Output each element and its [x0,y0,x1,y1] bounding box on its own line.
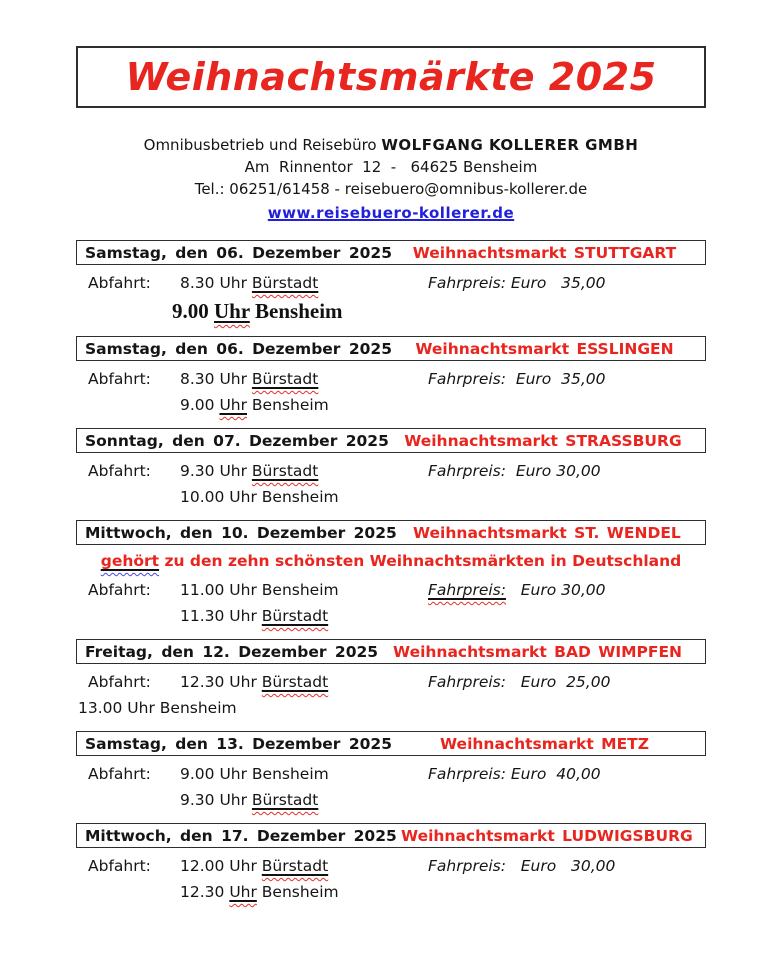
event-market-name: Weihnachtsmarkt METZ [440,734,649,753]
fare-price: Fahrpreis: Euro 25,00 [428,673,611,691]
fare-price: Fahrpreis: Euro 30,00 [428,857,616,875]
event-block [76,823,706,903]
event-date: Samstag, den 06. Dezember 2025 [85,339,392,358]
departure-row: 9.00 Uhr Bensheim [180,396,329,414]
event-block [76,428,706,508]
event-date: Mittwoch, den 10. Dezember 2025 [85,523,397,542]
event-header [76,428,706,453]
events-list [76,240,706,903]
event-note: gehört zu den zehn schönsten Weihnachtsmärkten in Deutschland [100,552,682,570]
event-date: Freitag, den 12. Dezember 2025 [85,642,379,661]
document-page [76,0,706,903]
event-block [76,731,706,811]
departure-row [76,789,706,811]
departure-time: 8.30 Uhr [180,370,252,388]
departure-row [76,605,706,627]
departure-row: 12.30 Uhr Bensheim [180,883,339,901]
departure-row [76,460,706,482]
departure-row [76,272,706,294]
departure-place: Bürstadt [251,462,319,480]
abfahrt-label: Abfahrt: [88,857,151,875]
event-block [76,240,706,324]
departure-place: Bürstadt [261,607,329,625]
departure-row [76,579,706,601]
event-block [76,336,706,416]
event-header [76,731,706,756]
event-header [76,520,706,545]
event-market-name: Weihnachtsmarkt LUDWIGSBURG [401,826,693,845]
contact-line: Tel.: 06251/61458 - reisebuero@omnibus-kollerer.de [194,180,588,198]
departure-time: 10.00 Uhr Bensheim [180,488,339,506]
company-name-line: Omnibusbetrieb und Reisebüro WOLFGANG KOLLERER GMBH [143,136,639,154]
event-market-name: Weihnachtsmarkt ESSLINGEN [415,339,674,358]
departure-time: 12.30 [180,883,230,901]
event-header [76,639,706,664]
departure-place: Bürstadt [261,673,329,691]
abfahrt-label: Abfahrt: [88,765,151,783]
departure-time: 11.30 Uhr [180,607,262,625]
company-info [76,134,706,224]
website-row [76,202,706,224]
event-market-name: Weihnachtsmarkt STRASSBURG [404,431,682,450]
fare-price: Fahrpreis: Euro 40,00 [428,765,601,783]
departure-row [76,855,706,877]
abfahrt-label: Abfahrt: [88,462,151,480]
departure-place: Bensheim [249,299,343,323]
departure-place: Bürstadt [251,370,319,388]
departure-time: 9.00 [172,299,214,323]
event-header [76,240,706,265]
event-market-name: Weihnachtsmarkt STUTTGART [412,243,677,262]
title-box [76,46,706,108]
departure-time: 9.30 Uhr [180,462,252,480]
departure-row: 9.00 Uhr Bensheim [172,299,343,323]
company-name: WOLFGANG KOLLERER GMBH [381,136,639,154]
departure-place: Bensheim [256,883,339,901]
departure-row [76,763,706,785]
address-line: Am Rinnentor 12 - 64625 Bensheim [244,158,538,176]
departure-row [76,368,706,390]
departure-row [76,697,706,719]
event-block [76,639,706,719]
abfahrt-label: Abfahrt: [88,581,151,599]
page-title: Weihnachtsmärkte 2025 [125,55,657,99]
departure-time: 9.00 Uhr Bensheim [180,765,329,783]
departure-row [76,671,706,693]
departure-time: 13.00 Uhr Bensheim [78,699,237,717]
event-header [76,823,706,848]
abfahrt-label: Abfahrt: [88,274,151,292]
abfahrt-label: Abfahrt: [88,673,151,691]
departure-place: Bensheim [247,396,329,414]
event-header [76,336,706,361]
departure-place: Bürstadt [261,857,329,875]
fare-price: Fahrpreis: Euro 35,00 [428,274,606,292]
departure-time: 9.30 Uhr [180,791,252,809]
departure-time: 11.00 Uhr Bensheim [180,581,339,599]
website-link[interactable]: www.reisebuero-kollerer.de [267,204,515,222]
departure-row [76,486,706,508]
departure-time: 12.00 Uhr [180,857,262,875]
fare-price: Fahrpreis: Euro 30,00 [428,462,601,480]
abfahrt-label: Abfahrt: [88,370,151,388]
departure-time: 9.00 [180,396,220,414]
event-block [76,520,706,627]
departure-time: 12.30 Uhr [180,673,262,691]
event-market-name: Weihnachtsmarkt BAD WIMPFEN [393,642,683,661]
fare-price: Fahrpreis: Euro 35,00 [428,370,606,388]
event-date: Samstag, den 06. Dezember 2025 [85,243,392,262]
departure-time: 8.30 Uhr [180,274,252,292]
departure-place: Bürstadt [251,791,319,809]
event-date: Samstag, den 13. Dezember 2025 [85,734,392,753]
departure-place: Bürstadt [251,274,319,292]
event-market-name: Weihnachtsmarkt ST. WENDEL [413,523,681,542]
event-date: Sonntag, den 07. Dezember 2025 [85,431,389,450]
event-date: Mittwoch, den 17. Dezember 2025 [85,826,397,845]
fare-price: Fahrpreis: Euro 30,00 [428,581,606,599]
